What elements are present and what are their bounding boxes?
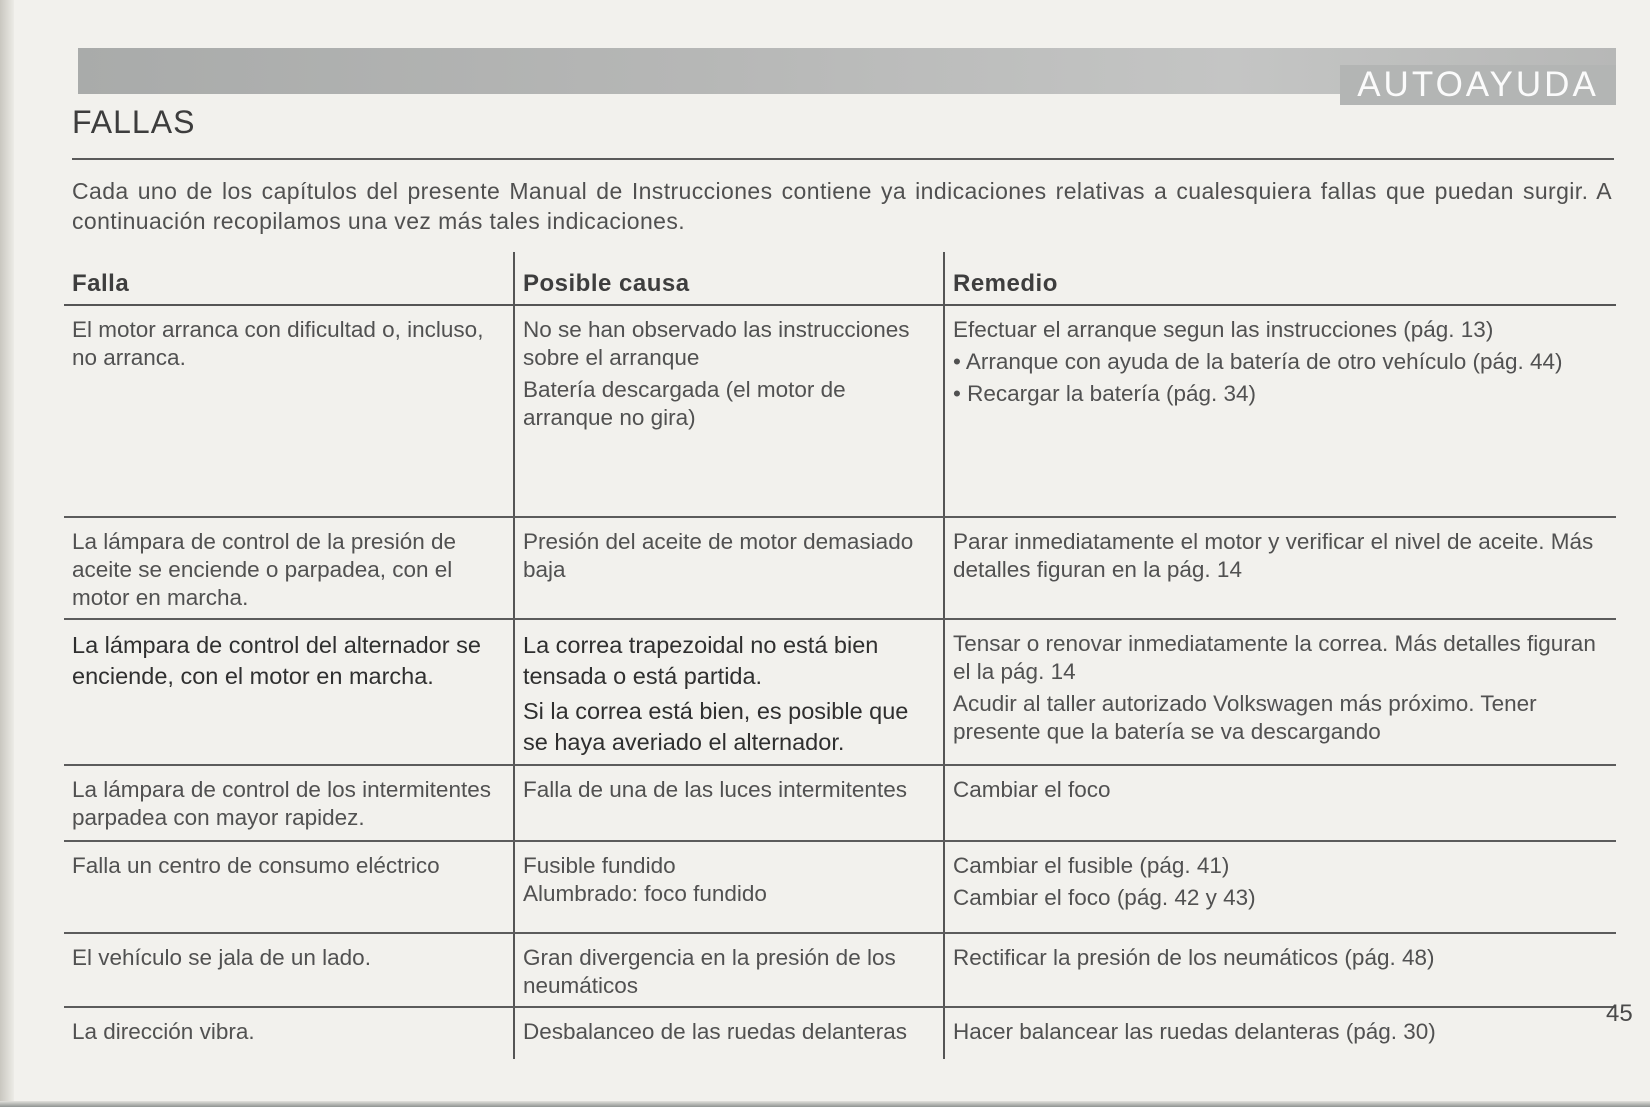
table-row [64,765,1616,841]
table-row [64,305,1616,517]
remedio-text: Rectificar la presión de los neumáticos (pág. 48) [953,945,1435,970]
falla-cell [64,1007,514,1059]
causa-cell [514,933,944,1007]
column-header-falla: Falla [64,252,514,305]
table-row [64,517,1616,619]
column-header-remedio: Remedio [944,252,1616,305]
page-number: 45 [1606,1000,1633,1027]
falla-text: Falla un centro de consumo eléctrico [72,853,440,878]
falla-text: El vehículo se jala de un lado. [72,945,371,970]
falla-text: La dirección vibra. [72,1019,255,1044]
falla-cell [64,517,514,619]
page-binding-edge [0,0,14,1107]
remedio-cell [944,305,1616,517]
causa-text: Desbalanceo de las ruedas delanteras [523,1019,908,1044]
remedio-cell [944,933,1616,1007]
column-header-posible-causa: Posible causa [514,252,944,305]
remedio-text: Hacer balancear las ruedas delanteras (pág. 30) [953,1019,1436,1044]
causa-text: La correa trapezoidal no está bien tensada o está partida. [523,632,879,689]
remedio-text: Parar inmediatamente el motor y verificar el nivel de aceite. Más detalles figuran en la pág. 14 [953,529,1594,582]
remedio-text: Efectuar el arranque segun las instrucciones (pág. 13) [953,317,1494,342]
causa-text: Falla de una de las luces intermitentes [523,777,907,802]
table-row [64,1007,1616,1059]
remedio-cell [944,619,1616,765]
remedio-text: Cambiar el foco [953,777,1111,802]
causa-text: Si la correa está bien, es posible que se haya averiado el alternador. [523,698,909,755]
table-row [64,841,1616,933]
title-divider [72,158,1614,160]
falla-text: La lámpara de control de la presión de aceite se enciende o parpadea, con el motor en marcha. [72,529,456,610]
causa-cell [514,619,944,765]
falla-cell [64,305,514,517]
causa-text: Batería descargada (el motor de arranque no gira) [523,377,846,430]
page-title: FALLAS [72,104,196,140]
causa-cell [514,765,944,841]
remedio-text: Acudir al taller autorizado Volkswagen más próximo. Tener presente que la batería se va descargando [953,691,1537,744]
remedio-cell [944,1007,1616,1059]
intro-paragraph: Cada uno de los capítulos del presente Manual de Instrucciones contiene ya indicaciones relativas a cualesquiera fallas que puedan surgir. A continuación recopilamos una vez más tales indicaciones. [72,178,1612,234]
causa-text: Fusible fundido [523,853,676,878]
causa-cell [514,517,944,619]
causa-text: No se han observado las instrucciones sobre el arranque [523,317,910,370]
page-bottom-edge [0,1101,1650,1107]
table-header-row [64,252,1616,305]
causa-cell [514,841,944,933]
causa-text: Presión del aceite de motor demasiado baja [523,529,914,582]
section-header-bar [78,48,1616,104]
remedio-text: • Arranque con ayuda de la batería de otro vehículo (pág. 44) [953,349,1563,374]
remedio-text: • Recargar la batería (pág. 34) [953,381,1257,406]
causa-cell [514,1007,944,1059]
falla-cell [64,619,514,765]
remedio-text: Tensar o renovar inmediatamente la correa. Más detalles figuran el la pág. 14 [953,631,1596,684]
section-label: AUTOAYUDA [1340,65,1616,105]
falla-text: El motor arranca con dificultad o, incluso, no arranca. [72,317,484,370]
falla-cell [64,933,514,1007]
causa-text: Gran divergencia en la presión de los neumáticos [523,945,896,998]
remedio-text: Cambiar el fusible (pág. 41) [953,853,1230,878]
remedio-cell [944,517,1616,619]
remedio-cell [944,841,1616,933]
remedio-text: Cambiar el foco (pág. 42 y 43) [953,885,1256,910]
table-row [64,933,1616,1007]
falla-cell [64,765,514,841]
falla-text: La lámpara de control de los intermitentes parpadea con mayor rapidez. [72,777,491,830]
falla-cell [64,841,514,933]
causa-text: Alumbrado: foco fundido [523,881,767,906]
table-row [64,619,1616,765]
troubleshooting-table [64,252,1616,1059]
falla-text: La lámpara de control del alternador se enciende, con el motor en marcha. [72,632,481,689]
causa-cell [514,305,944,517]
remedio-cell [944,765,1616,841]
